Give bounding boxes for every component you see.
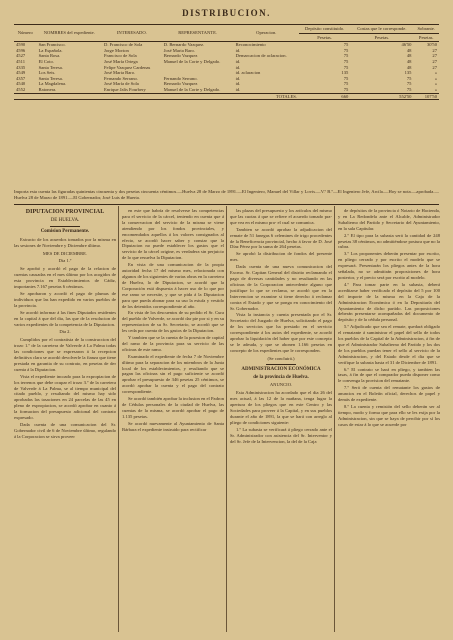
paragraph: En vista de una comunicacion de la propia autoridad fecha 17 del mismo mes, relacionada con algunos de los siguientes de varias obras en la carretera de Huelva, lo de Diputacion, se acordó que la Corporación está dispuesta á hacer uso de lo que por ese ramo se necesite, y que se pida á la Diputacion para que pueda abonar para su uso la estufa y vestido de los detenidos correspondiente al año. <box>122 262 224 309</box>
header-expediente: NOMBRES del expediente. <box>37 25 102 42</box>
column-4 <box>338 208 440 429</box>
table-cell-n: 4540 <box>16 81 26 87</box>
table-cell-exp: Santa Rosa. <box>38 53 61 59</box>
paragraph: 3.º Los proponentes deberán presentar por escrito, en pliego cerrado y por escrito el modelo que se expresará. Presentarán los pliegos antes de la hora señalada, no se admitirán proposiciones de hora posterior, y el precio será por escrito al modelo. <box>338 251 440 280</box>
paragraph: Se acordó nuevamente al Ayuntamiento de Santa Bárbara el expediente instruido para rectificar <box>122 420 224 432</box>
small-rule <box>50 226 80 227</box>
column-1 <box>14 208 116 441</box>
table-cell-cor: 75 <box>406 75 412 81</box>
table-cell-n: 4552 <box>16 86 26 92</box>
totals-row <box>14 93 439 100</box>
header-representante: REPRESENTANTE. <box>162 25 234 42</box>
table-cell-int: Fernando Serrano. <box>104 75 138 81</box>
table-cell-dep: 75 <box>343 42 349 48</box>
table-cell-dep: 75 <box>343 47 349 53</box>
table-cell-exp: Los Seis. <box>38 70 56 76</box>
table-cell-int: Enrique Jalis Fourbery <box>104 86 146 92</box>
paragraph: 2.º El tipo para la subasta será la cantidad de 248 pesetas 38 céntimos, no admitiéndose postura que no la cubra. <box>338 232 440 250</box>
table-cell-int: Felipe Vazquez Cardenas <box>104 64 151 70</box>
table-cell-n: 4549 <box>16 70 26 76</box>
paragraph: Examinado el expediente de fecha 7 de Noviembre último para la separacion de los miembros de la Junta local de los establecimientos, y resultando que se pagan las oficinas sin el pago suficiente se acordó aprobar el presupuesto de 346 pesetas 25 céntimos, se acordó aprobar la cuenta y el pago del contrato correspondiente. <box>122 353 224 395</box>
small-rule <box>266 364 296 365</box>
table-cell-op: id. <box>235 64 241 70</box>
totals-label: TOTALES. <box>14 93 299 100</box>
paragraph: Dada cuenta de una nueva comunicacion del Excmo. Sr. Capitan General del distrito reclamando el pago de diversas cantidades y no resultando en las oficinas de la Corporacion antecedente alguno que justifique lo que se reclama, se acordó que en la Intervencion se examine si tiene derecho á reclamar contra el Estado y que se ponga en conocimiento del Sr. Gobernador. <box>230 264 332 311</box>
table-cell-rep: Manuel de la Corte y Delgado. <box>163 58 221 64</box>
table-cell-op: id. <box>235 47 241 53</box>
table-cell-op: id. <box>235 75 241 81</box>
header-numero: Número <box>14 25 37 42</box>
day-heading: Dia 2. <box>59 329 71 335</box>
table-cell-rep: Fernando Serrano. <box>163 75 198 81</box>
paragraph: Dada cuenta de una comunicacion del Sr. Gobernador civil de 6 de Noviembre último, regulando á la Corporacion se sirva proveer <box>14 422 116 439</box>
table-cell-int: Francisco de Sola <box>104 53 137 59</box>
paragraph: Vista la instancia y cuenta presentada por el Sr. Secretario del Juzgado de Huelva, solicitando el pago de los servicios que ha prestado en el servicio correspondiente á los autos del expediente, se acordó aprobar la liquidación del haber que por este concepto se le adeuda, y que se abonen 1.166 pesetas en concepto de los expedientes que le corresponden. <box>230 312 332 353</box>
table-cell-op: Reconocimiento <box>235 42 266 48</box>
table-cell-int: D. Francisco de Sola <box>104 42 143 48</box>
table-cell-exp: La Magdalena. <box>38 81 67 87</box>
paragraph: Y tambien que se la cuenta de la posesion de capital del ramo de la provincia para su servicio de las oficinas de este ramo. <box>122 335 224 352</box>
table-cell-dep: 75 <box>343 53 349 59</box>
table-cell-rep: José Maria Baro. <box>163 47 195 53</box>
table-cell-cor: 135 <box>404 70 412 76</box>
section-subheading: de la provincia de Huelva. <box>253 374 309 380</box>
paragraph: En vista de los descuentos de su pedido el Sr. Cura del pueblo de Valverde, se acordó dar pie por si y en su representacion de su Sr. Secretario, se acordó que se les ceda por cuenta de los gastos de la Diputacion. <box>122 310 224 334</box>
table-cell-int: José Maria Baro. <box>104 70 136 76</box>
table-cell-int: José María de Sola <box>104 81 139 87</box>
section-subheading: DE HUELVA. <box>50 217 80 223</box>
paragraph: las plazas del presupuesto y los artículos del mismo que las cuotas á que se refiere el acuerdo tomado pra- que vea en el mismo pra- el cual se comunica. <box>230 208 332 225</box>
paragraph: Se aprobó y acordó el pago de la relacion de cuentas causadas en el mes último por los acogidos de esta provincia en Establecimientos de Cádiz, importantes 7.167 pesetas 6 céntimos. <box>14 266 116 290</box>
totals-dep: 660 <box>299 93 350 100</box>
paragraph: Se acordó también aprobar la inclusion en el Padron de Cédulas personales de la ciudad de Huelva, las cuentas de la misma, se acordó aprobar el pago de 1.135 pesetas. <box>122 396 224 419</box>
table-cell-rep: D. Bernardo Vazquez. <box>163 42 205 48</box>
paragraph: Esta Administracion ha acordado que el dia 26 del mes actual, á las 12 de la mañana, tenga lugar la apertura de los pliegos que en este Centro y las Sociedades para proveer á la Capital, y en sus pueblos durante el año de 1891, la que se hará con arreglo al pliego de condiciones siguiente: <box>230 390 332 425</box>
table-cell-exp: Ratonera. <box>38 86 57 92</box>
header-pesetas: Pesetas. <box>299 33 350 42</box>
paragraph: Vista el expediente incoado para la expropiacion de los terrenos que debe ocupar el trozo 3.º de la carretera de Valverde á La Palma, se al tiempo municipal del citado pueblo, y resultando del mismo hay sido aprobadas las tasaciones en 24 parcelas de las 45 en pleno de expropiacion, se acordó aprobar en cuanto á la formacion del presupuesto adicional del contrato expresado. <box>14 373 116 421</box>
paragraph: de depósitos de la provincia ó Notario de Hacienda, y en La Redondela ante el Alcalde, Administrador Subalterno del Partido y Secretario del Ayuntamiento, en la sala Capitular. <box>338 208 440 231</box>
paragraph: Se acordó informar á las fines Diputados residentes en la capital á que del dia, las que de la resolucion de varios expedientes de la competencia de la Diputacion. <box>14 309 116 327</box>
paragraph: 4.º Para tomar parte en la subasta, deberá acreditarse haber verificado el depósito del 5 por 100 del importe de la misma en la Caja de la Administracion Económica ó en la Depositaría del Ayuntamiento de dicho partido. Las proposiciones deberán presentarse acompañadas del documento de depósito y de la cédula personal. <box>338 281 440 323</box>
table-cell-cor: 48 <box>406 47 412 53</box>
header-sobrante: Sobrante. <box>413 25 439 34</box>
paragraph: 6.º El contrato se hará en pliego, y tambien las tasas, á fin de que el comprador pueda disponer como le convenga la provision del rematante. <box>338 366 440 384</box>
totals-cor: 552'50 <box>350 93 413 100</box>
table-cell-rep: Bernardo Vazquez <box>163 53 198 59</box>
table-cell-exp: El Coto. <box>38 58 54 64</box>
table-cell-dep: 75 <box>343 81 349 87</box>
announcement-heading: ANUNCIO. <box>269 382 293 388</box>
paragraph: Se aprobó la distribucion de fondos del presente mes. <box>230 251 332 263</box>
continuation-note: (Se concluirá.) <box>267 355 295 361</box>
paragraph: 8.º La cuenta y remisión del sello deberán ser al tiempo, modo y forma que para ello se les exija por la Administracion, sin que se haya de percibir por sí los casos de estar á lo que se acuerde por <box>338 404 440 427</box>
table-cell-exp: Santa Teresa. <box>38 64 63 70</box>
distribution-table <box>14 24 439 100</box>
section-heading: DIPUTACION PROVINCIAL <box>25 209 105 215</box>
table-cell-exp: San Francisco. <box>38 42 66 48</box>
table-cell-dep: 135 <box>341 70 349 76</box>
table-cell-exp: Santa Teresa. <box>38 75 63 81</box>
table-cell-dep: 75 <box>343 75 349 81</box>
column-2 <box>122 208 224 434</box>
table-cell-cor: 75 <box>406 86 412 92</box>
header-deposito: Depósito constituido. <box>299 25 350 34</box>
totals-sob: 107'50 <box>413 93 439 100</box>
header-pesetas: Pesetas. <box>350 33 413 42</box>
table-cell-cor: 48 <box>406 53 412 59</box>
table-cell-dep: 75 <box>343 86 349 92</box>
table-cell-op: id. aclaracion <box>235 70 261 76</box>
table-cell-int: José María Ortega <box>104 58 138 64</box>
table-cell-sob: 30'50 <box>426 42 437 48</box>
header-pesetas: Pesetas. <box>413 33 439 42</box>
table-cell-n: 4590 <box>16 42 26 48</box>
section-subheading: Comision Permanente. <box>40 228 90 234</box>
paragraph: en este que habría de resolverse las competencias para el servicio de la cárcel, teniendo en cuenta que á la conservacion del servicio de la misma se viene atendiendo por los fondos provinciales, y encomendados aquellos á los valores consignados al efecto, se acordó hacer saber y constar que la Diputacion no puede establecer los gastos que el servicio de la cárcel origine, es verdadera sin perjuicio de lo que resuelva la Diputacion. <box>122 208 224 261</box>
table-cell-n: 4511 <box>16 58 26 64</box>
paragraph: 1.º La subasta se verificará á pliego cerrado ante el Sr. Administrador con asistencia del Sr. Interventor y del Sr. Jefe de la Intervencion, la del de la Caja <box>230 426 332 444</box>
page-title: DISTRIBUCION. <box>182 8 271 18</box>
table-cell-n: 4335 <box>16 64 26 70</box>
header-corresponde: Costas que le corresponde. <box>350 25 413 34</box>
column-divider <box>226 206 227 632</box>
paragraph: Tambien se acordó aprobar la adjudicacion del remate de 51 fanegas 6 celemines de trigo procedentes de la Beneficencia provincial, hecho á favor de D. José Díaz Pérez por la suma de 264 pesetas. <box>230 226 332 250</box>
paragraph: 7.º Será de cuenta del rematante los gastos de anuncios en el Boletín oficial, derechos de papel y demás de expediente. <box>338 385 440 403</box>
table-cell-cor: 48 <box>406 58 412 64</box>
table-cell-cor: 75 <box>406 81 412 87</box>
table-cell-sob: 27 <box>432 53 437 59</box>
header-interesado: INTERESADO. <box>102 25 162 42</box>
table-cell-rep: Bernardo Vazquez <box>163 81 198 87</box>
month-heading: MES DE DICIEMBRE. <box>42 250 88 256</box>
table-cell-n: 4596 <box>16 47 26 53</box>
table-cell-n: 4527 <box>16 53 26 59</box>
section-heading: ADMINISTRACION ECONÓMICA <box>241 366 321 372</box>
table-cell-n: 4357 <box>16 75 26 81</box>
table-cell-op: id. <box>235 58 241 64</box>
table-cell-sob: » <box>434 70 437 76</box>
table-cell-op: id. <box>235 81 241 87</box>
header-operacion: Operacion. <box>234 25 299 42</box>
table-cell-exp: La Española. <box>38 47 63 53</box>
table-note: Importa esta cuenta las figuradas quinientas cincuenta y dos pesetas cincuenta céntimos.—Huelva 28 de Marzo de 1891.—El Ingeniero, Manuel del Villar y Lovis.—V.º B.º—El Ingeniero Jefe, Arcila.—Hoy se nota.—aprobada.—Huelva 28 de Marzo de 1891.—El Gobernador, José Luis de Huerta. <box>14 189 439 200</box>
newspaper-page <box>10 6 443 634</box>
table-cell-cor: 48 <box>406 64 412 70</box>
table-cell-sob: 27 <box>432 64 437 70</box>
day-heading: Dia 1.º <box>58 258 72 264</box>
table-cell-sob: 27 <box>432 58 437 64</box>
section-divider <box>14 204 439 205</box>
table-cell-sob: » <box>434 86 437 92</box>
paragraph: Cumplidos por el contratista de la construccion del trozo 1.º de la carretera de Valverde á La Palma todas las condiciones que se expresaron á la recepcion definitiva clara se acordó devolverle la fianza que tiene prestada en garantia de su contrato, en pesetas de der cuenta á la Diputacion. <box>14 337 116 372</box>
paragraph: Se aprobaron y acordó el pago de plumas de individuos que las han expedido en varios pueblos de la provincia. <box>14 290 116 308</box>
table-cell-int: Jorge Morton <box>104 47 129 53</box>
column-3 <box>230 208 332 446</box>
table-cell-sob: » <box>434 81 437 87</box>
table-cell-op: id. <box>235 86 241 92</box>
column-divider <box>118 206 119 632</box>
table-cell-rep: Manuel de la Corte y Delgado. <box>163 86 221 92</box>
paragraph: 5.º Adjudicado que sea el remate, quedará obligado el rematante á suministrar el papel del sello de todos los pueblos de la Capital de la Administracion, á fin de que el Administrador Subalterno del Partido y los dos de los pueblos puedan tener el sello al servicio de la Administracion, y del Estado desde el dia que se verifique la subasta hasta el 31 de Diciembre de 1891. <box>338 324 440 365</box>
table-cell-op: Demarcacion de aclaracion. <box>235 53 287 59</box>
paragraph: Extracto de los acuerdos tomados por la misma en las sesiones de Noviembre y Diciembre último. <box>14 236 116 248</box>
table-cell-cor: 46'50 <box>401 42 412 48</box>
table-cell-sob: 27 <box>432 47 437 53</box>
table-cell-dep: 75 <box>343 64 349 70</box>
table-cell-sob: » <box>434 75 437 81</box>
table-cell-dep: 75 <box>343 58 349 64</box>
column-divider <box>334 206 335 632</box>
